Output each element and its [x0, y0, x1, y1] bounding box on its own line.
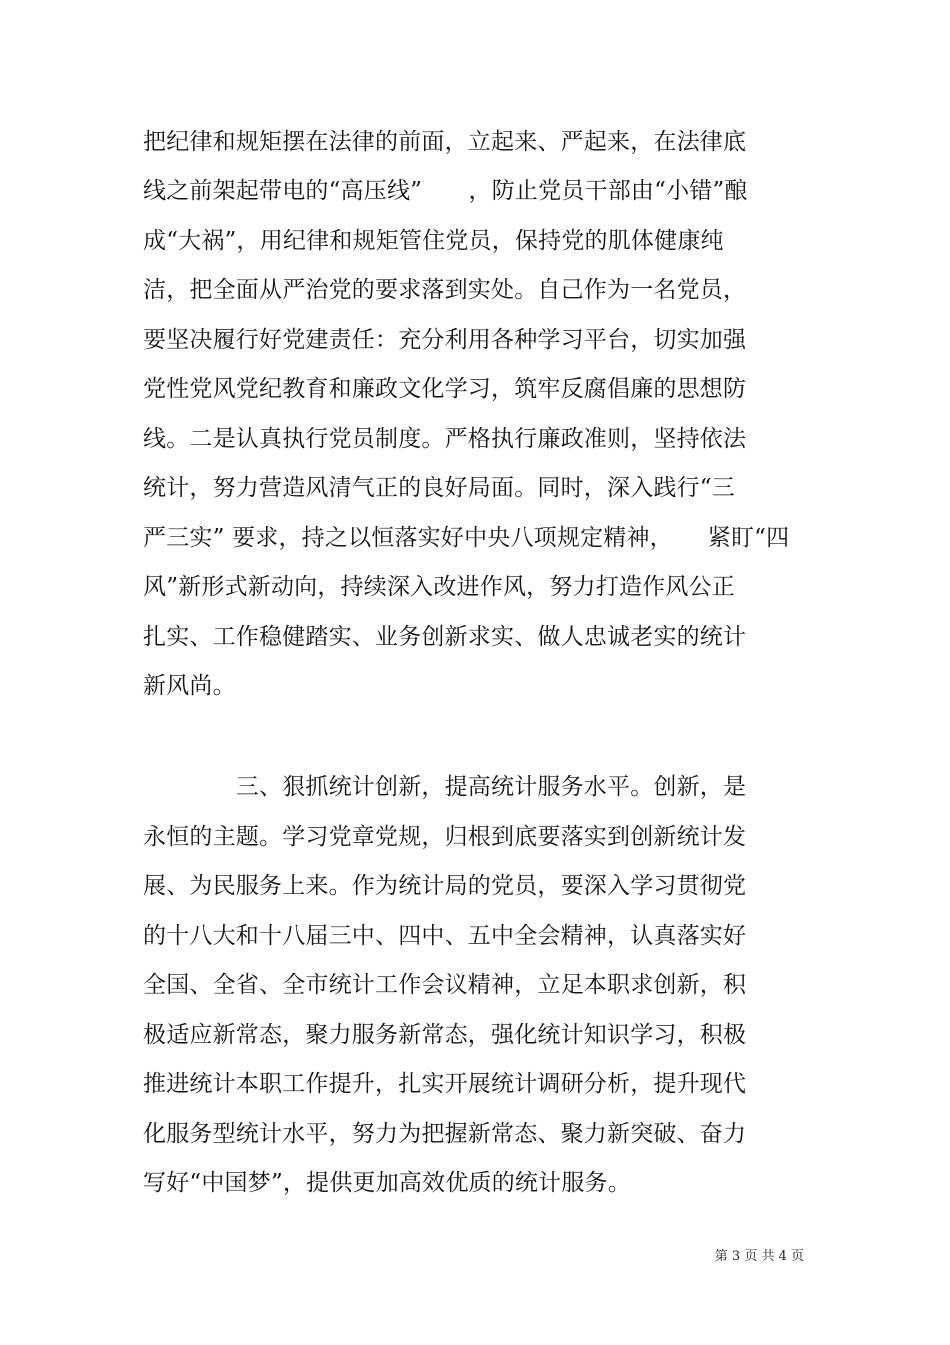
- paragraph-1-line-1: 把纪律和规矩摆在法律的前面，立起来、严起来，在法律底: [143, 129, 747, 155]
- paragraph-1-line-11: 扎实、工作稳健踏实、业务创新求实、做人忠诚老实的统计: [143, 624, 747, 650]
- paragraph-2-line-3: 展、为民服务上来。作为统计局的党员，要深入学习贯彻党: [143, 873, 747, 899]
- paragraph-1-line-5: 要坚决履行好党建责任：充分利用各种学习平台，切实加强: [143, 327, 747, 353]
- paragraph-2-line-5: 全国、全省、全市统计工作会议精神，立足本职求创新，积: [143, 972, 747, 998]
- paragraph-2-line-4: 的十八大和十八届三中、四中、五中全会精神，认真落实好: [143, 923, 747, 949]
- paragraph-2-line-7: 推进统计本职工作提升，扎实开展统计调研分析，提升现代: [143, 1071, 747, 1097]
- paragraph-1-line-12: 新风尚。: [143, 673, 236, 699]
- paragraph-1-line-7: 线。二是认真执行党员制度。严格执行廉政准则，坚持依法: [143, 426, 747, 452]
- page-number-footer: 第 3 页 共 4 页: [714, 1249, 804, 1264]
- paragraph-1-line-10: 风”新形式新动向，持续深入改进作风，努力打造作风公正: [143, 574, 735, 600]
- paragraph-1-line-3: 成“大祸”，用纪律和规矩管住党员，保持党的肌体健康纯: [143, 228, 724, 254]
- paragraph-1-line-9: 严三实” 要求，持之以恒落实好中央八项规定精神， 紧盯“四: [143, 525, 790, 551]
- paragraph-1-line-2: 线之前架起带电的“高压线” ，防止党员干部由“小错”酿: [143, 178, 748, 204]
- paragraph-1-line-6: 党性党风党纪教育和廉政文化学习，筑牢反腐倡廉的思想防: [143, 376, 747, 402]
- paragraph-1-line-8: 统计，努力营造风清气正的良好局面。同时，深入践行“三: [143, 475, 735, 501]
- paragraph-2-line-8: 化服务型统计水平，努力为把握新常态、聚力新突破、奋力: [143, 1121, 747, 1147]
- paragraph-2-line-2: 永恒的主题。学习党章党规，归根到底要落实到创新统计发: [143, 824, 747, 850]
- paragraph-2-line-1: 三、狠抓统计创新，提高统计服务水平。创新，是: [143, 774, 747, 800]
- paragraph-1-line-4: 洁，把全面从严治党的要求落到实处。自己作为一名党员，: [143, 277, 747, 303]
- paragraph-2-line-6: 极适应新常态，聚力服务新常态，强化统计知识学习，积极: [143, 1022, 747, 1048]
- paragraph-2-line-9: 写好“中国梦”，提供更加高效优质的统计服务。: [143, 1170, 631, 1196]
